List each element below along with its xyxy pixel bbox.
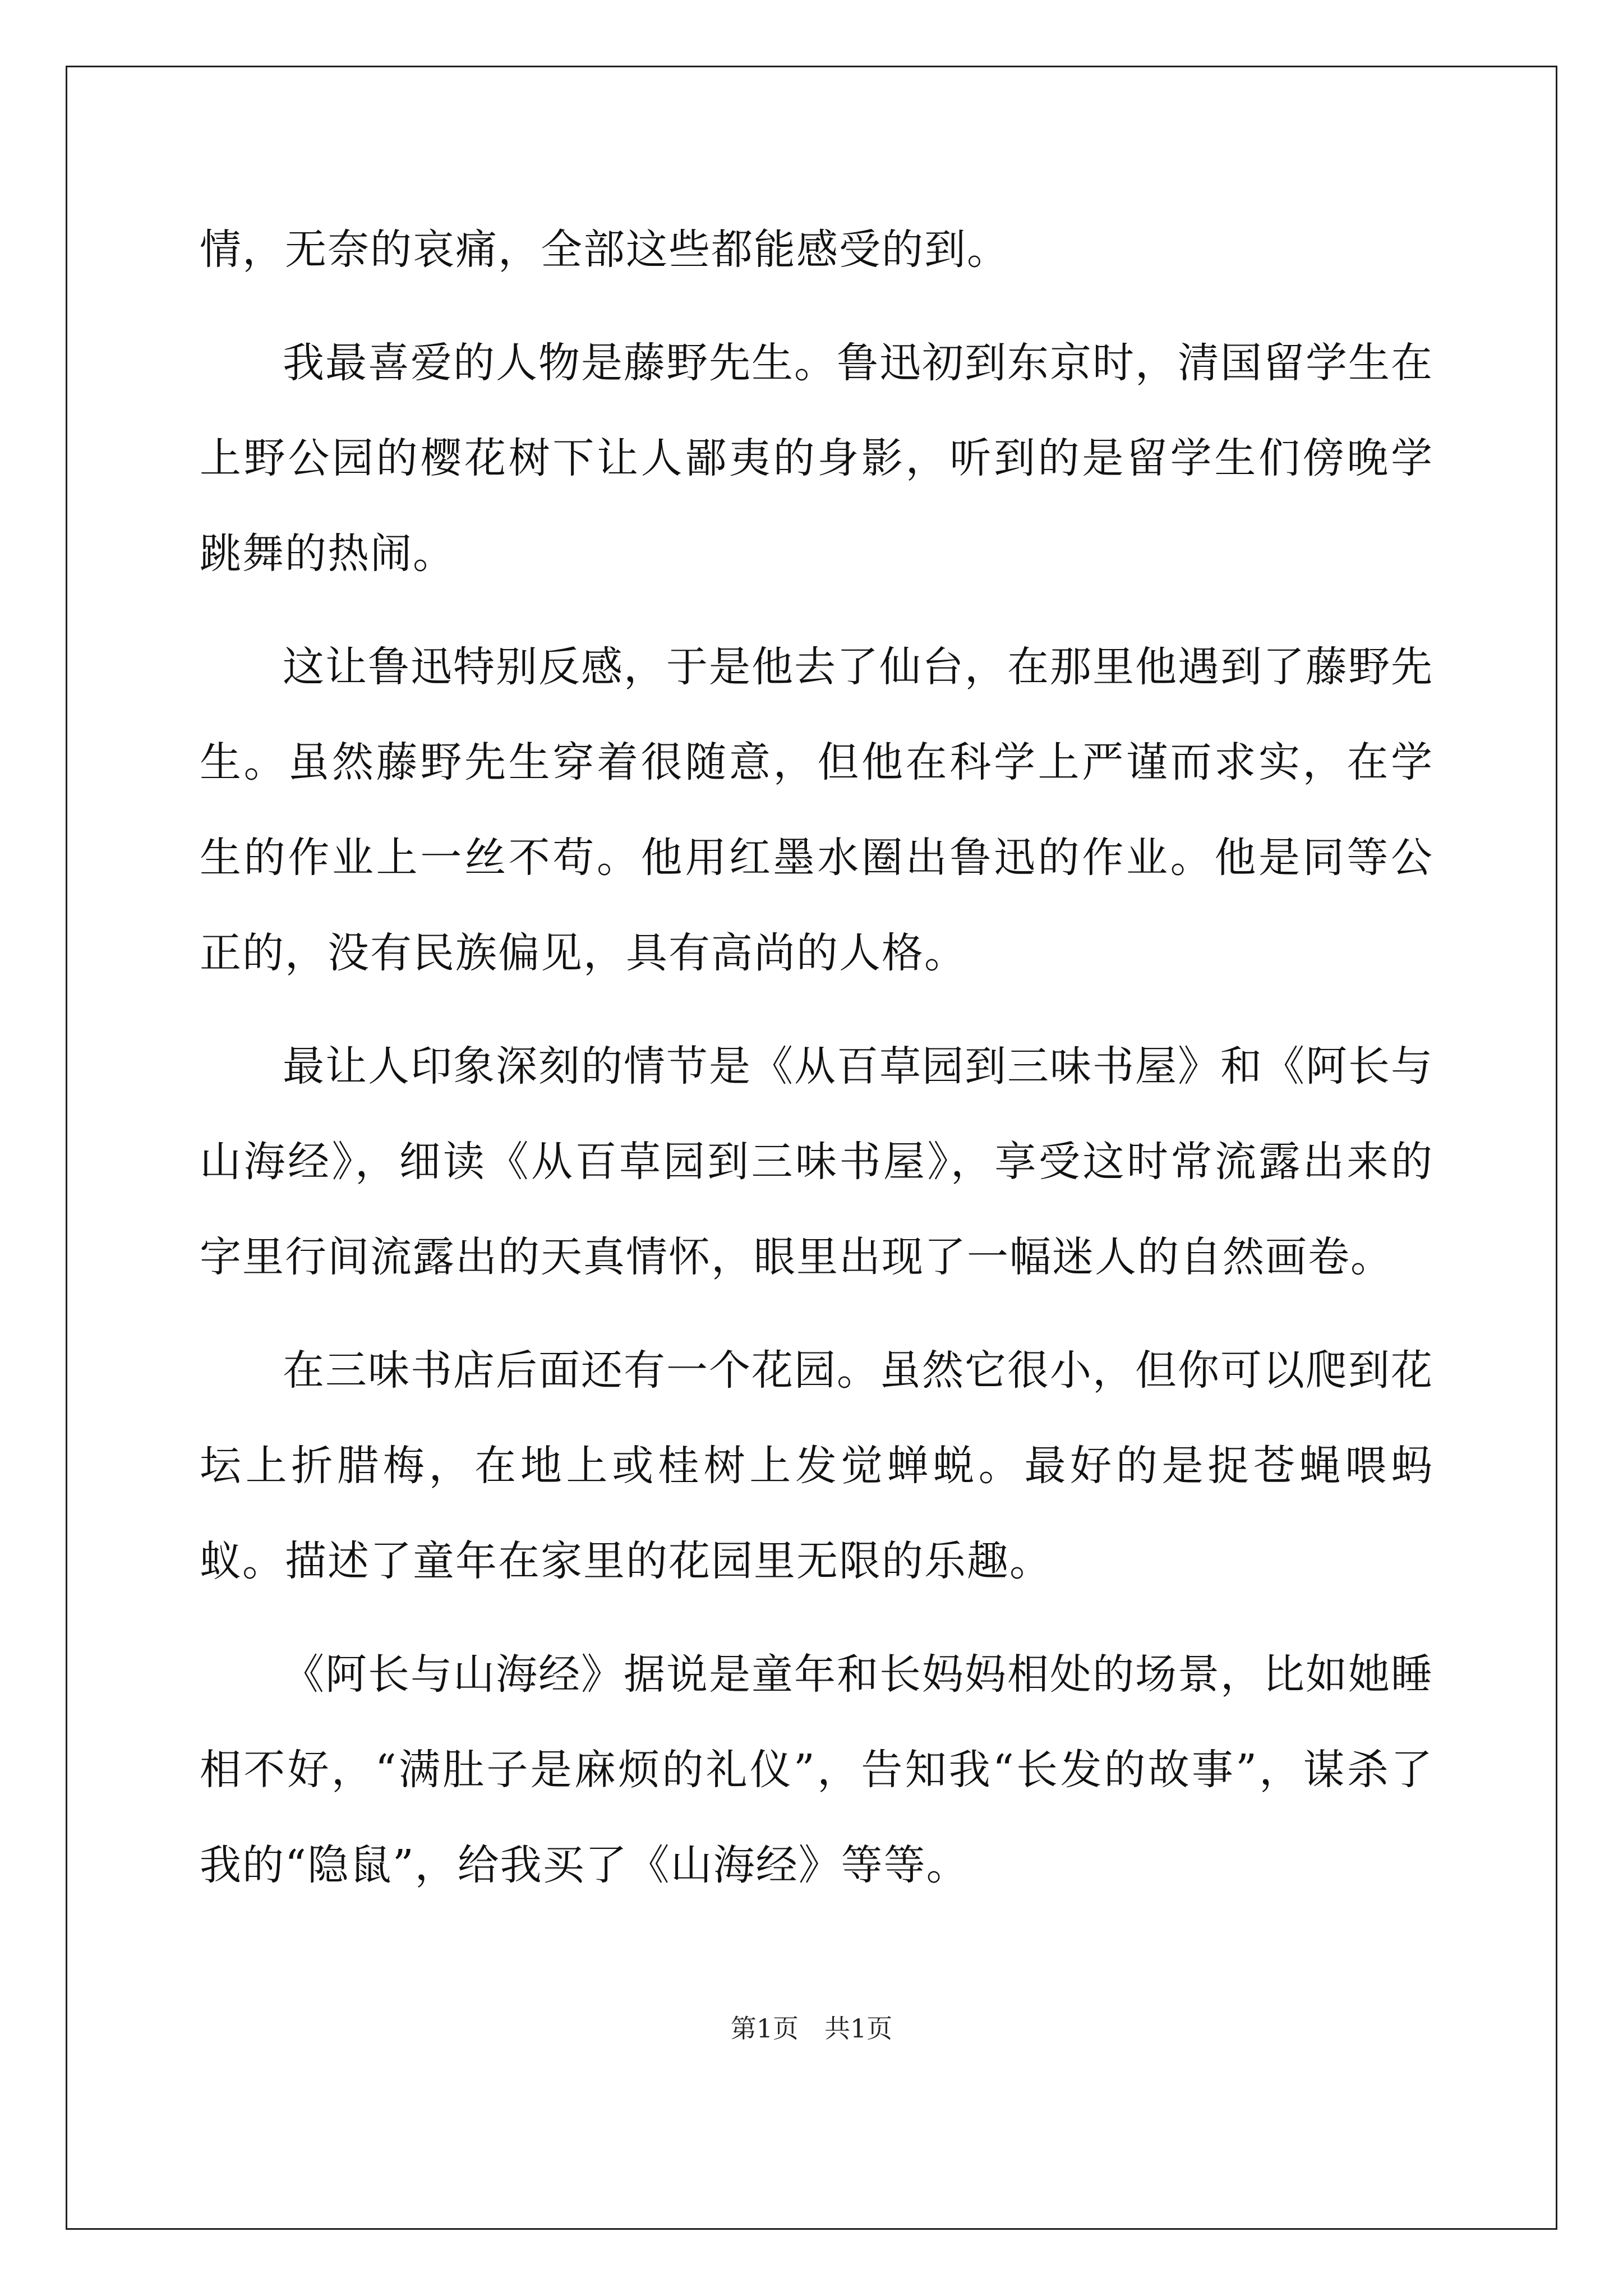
paragraph-6: 《阿长与山海经》据说是童年和长妈妈相处的场景，比如她睡相不好，“满肚子是麻烦的礼仪”，告知我“长发的故事”，谋杀了我的“隐鼠”，给我买了《山海经》等等。 xyxy=(200,1650,1433,1889)
paragraph-5: 在三味书店后面还有一个花园。虽然它很小，但你可以爬到花坛上折腊梅，在地上或桂树上发觉蝉蜕。最好的是捉苍蝇喂蚂蚁。描述了童年在家里的花园里无限的乐趣。 xyxy=(200,1346,1433,1585)
paragraph-4: 最让人印象深刻的情节是《从百草园到三味书屋》和《阿长与山海经》，细读《从百草园到三味书屋》，享受这时常流露出来的字里行间流露出的天真情怀，眼里出现了一幅迷人的自然画卷。 xyxy=(200,1042,1433,1281)
paragraph-1: 情，无奈的哀痛，全部这些都能感受的到。 xyxy=(200,226,1009,274)
document-body xyxy=(200,202,1433,1931)
paragraph-2: 我最喜爱的人物是藤野先生。鲁迅初到东京时，清国留学生在上野公园的樱花树下让人鄙夷的身影，听到的是留学生们傍晚学跳舞的热闹。 xyxy=(200,339,1433,578)
paragraph-3: 这让鲁迅特别反感，于是他去了仙台，在那里他遇到了藤野先生。虽然藤野先生穿着很随意，但他在科学上严谨而求实，在学生的作业上一丝不苟。他用红墨水圈出鲁迅的作业。他是同等公正的，没有民族偏见，具有高尚的人格。 xyxy=(200,643,1433,977)
page-number-footer: 第1页 共1页 xyxy=(730,2013,893,2044)
